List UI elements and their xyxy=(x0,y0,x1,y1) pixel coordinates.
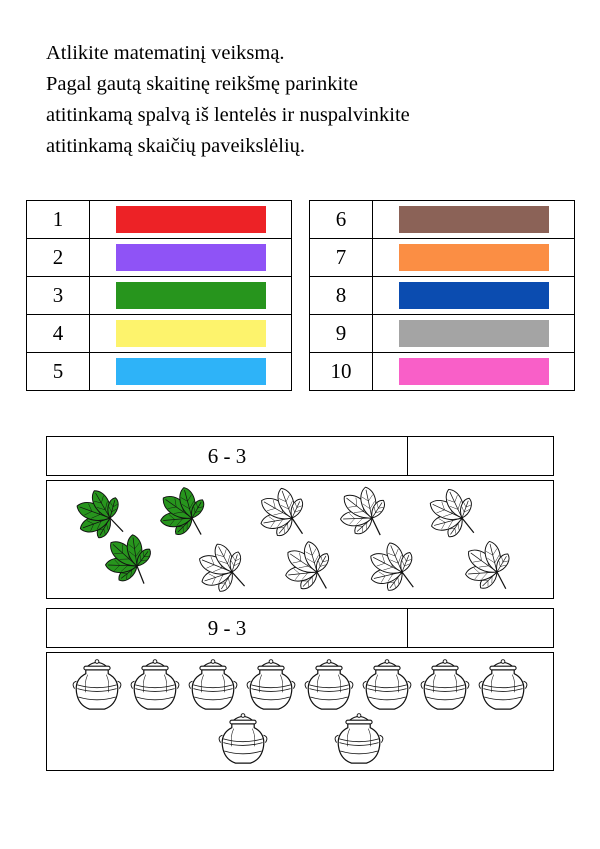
key-number: 3 xyxy=(27,277,90,315)
key-row xyxy=(310,353,575,391)
key-number: 4 xyxy=(27,315,90,353)
key-row xyxy=(27,239,292,277)
color-swatch xyxy=(116,206,266,233)
clay-pot-icon[interactable] xyxy=(69,655,125,711)
color-swatch xyxy=(399,244,549,271)
color-key-left xyxy=(26,200,292,391)
instructions xyxy=(46,38,410,162)
chestnut-leaf-icon[interactable] xyxy=(197,537,267,607)
instruction-line: Pagal gautą skaitinę reikšmę parinkite xyxy=(46,73,358,95)
instruction-line: atitinkamą skaičių paveikslėlių. xyxy=(46,135,306,157)
key-row xyxy=(310,315,575,353)
key-row xyxy=(27,315,292,353)
chestnut-leaf-icon[interactable] xyxy=(102,531,172,601)
key-number: 9 xyxy=(310,315,373,353)
key-number: 8 xyxy=(310,277,373,315)
chestnut-leaf-icon[interactable] xyxy=(282,537,352,607)
chestnut-leaf-icon[interactable] xyxy=(367,537,437,607)
key-number: 2 xyxy=(27,239,90,277)
clay-pot-icon[interactable] xyxy=(185,655,241,711)
color-key-right xyxy=(309,200,575,391)
clay-pot-icon[interactable] xyxy=(331,709,387,765)
clay-pot-icon[interactable] xyxy=(417,655,473,711)
key-row xyxy=(310,201,575,239)
clay-pot-icon[interactable] xyxy=(301,655,357,711)
answer-box[interactable] xyxy=(408,437,553,475)
key-number: 1 xyxy=(27,201,90,239)
key-number: 6 xyxy=(310,201,373,239)
task-header xyxy=(46,608,554,648)
task-expression: 9 - 3 xyxy=(47,609,408,647)
key-row xyxy=(310,277,575,315)
color-swatch xyxy=(116,244,266,271)
task-expression: 6 - 3 xyxy=(47,437,408,475)
color-swatch xyxy=(116,320,266,347)
clay-pot-icon[interactable] xyxy=(475,655,531,711)
chestnut-leaf-icon[interactable] xyxy=(462,537,532,607)
color-swatch xyxy=(116,358,266,385)
clay-pot-icon[interactable] xyxy=(243,655,299,711)
leaves-picture-area xyxy=(46,480,554,599)
color-swatch xyxy=(399,206,549,233)
pots-picture-area xyxy=(46,652,554,771)
clay-pot-icon[interactable] xyxy=(215,709,271,765)
color-swatch xyxy=(399,282,549,309)
color-swatch xyxy=(116,282,266,309)
clay-pot-icon[interactable] xyxy=(359,655,415,711)
key-number: 10 xyxy=(310,353,373,391)
key-row xyxy=(27,277,292,315)
answer-box[interactable] xyxy=(408,609,553,647)
color-swatch xyxy=(399,358,549,385)
task-header xyxy=(46,436,554,476)
instruction-line: Atlikite matematinį veiksmą. xyxy=(46,42,285,64)
key-number: 7 xyxy=(310,239,373,277)
instruction-line: atitinkamą spalvą iš lentelės ir nuspalvinkite xyxy=(46,104,410,126)
clay-pot-icon[interactable] xyxy=(127,655,183,711)
key-row xyxy=(27,353,292,391)
key-number: 5 xyxy=(27,353,90,391)
key-row xyxy=(27,201,292,239)
key-row xyxy=(310,239,575,277)
color-swatch xyxy=(399,320,549,347)
